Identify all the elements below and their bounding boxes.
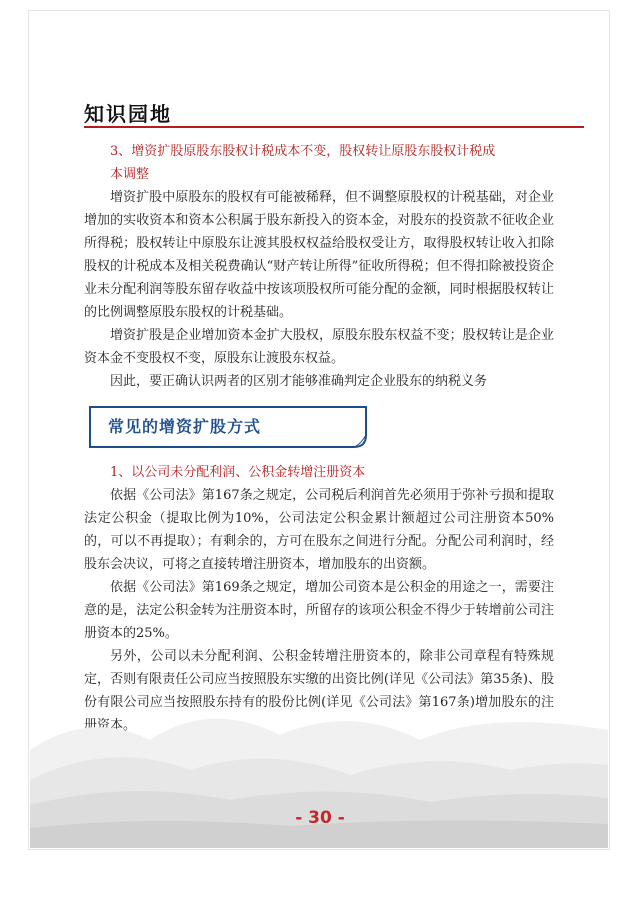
section1-paragraph: 增资扩股中原股东的股权有可能被稀释，但不调整原股权的计税基础，对企业增加的实收资本和资本公积属于股东新投入的资本金，对股东的投资款不征收企业所得税；股权转让中原股东让渡其股权权益给股权受让方，取得股权转让收入扣除股权的计税成本及相关税费确认“财产转让所得”征收所得税；但不得扣除被投资企业未分配利润等股东留存收益中按该项股权所可能分配的金额，同时根据股权转让的比例调整原股东股权的计税基础。 xyxy=(84,190,554,320)
section2-heading: 1、以公司未分配利润、公积金转增注册资本 xyxy=(110,465,366,480)
section-label: 知识园地 xyxy=(84,102,172,126)
section2-paragraph: 依据《公司法》第167条之规定，公司税后利润首先必须用于弥补亏损和提取法定公积金（提取比例为10%，公司法定公积金累计额超过公司注册资本50%的，可以不再提取）；有剩余的，方可在股东之间进行分配。分配公司利润时，经股东会决议，可将之直接转增注册资本，增加股东的出资额。 xyxy=(84,488,554,572)
section1-paragraph: 增资扩股是企业增加资本金扩大股权，原股东股东权益不变；股权转让是企业资本金不变股权不变，原股东让渡股东权益。 xyxy=(84,328,554,366)
section-banner xyxy=(84,405,374,449)
header-rule xyxy=(84,126,584,128)
section1-heading xyxy=(84,140,554,163)
banner-title: 常见的增资扩股方式 xyxy=(108,417,262,436)
section1-heading-line1: 3、增资扩股原股东股权计税成本不变，股权转让原股东股权计税成 xyxy=(110,144,496,159)
section1-paragraph: 因此，要正确认识两者的区别才能够准确判定企业股东的纳税义务 xyxy=(110,374,488,389)
article-body xyxy=(84,140,554,737)
section2-paragraph: 依据《公司法》第169条之规定，增加公司资本是公积金的用途之一，需要注意的是，法定公积金转为注册资本时，所留存的该项公积金不得少于转增前公司注册资本的25%。 xyxy=(84,580,554,641)
section2-paragraph: 另外，公司以未分配利润、公积金转增注册资本的，除非公司章程有特殊规定，否则有限责任公司应当按照股东实缴的出资比例(详见《公司法》第35条)、股份有限公司应当按照股东持有的股份比例(详见《公司法》第167条)增加股东的注册资本。 xyxy=(84,649,554,733)
page-number: - 30 - xyxy=(295,808,345,828)
section1-heading-cont: 本调整 xyxy=(110,167,150,182)
